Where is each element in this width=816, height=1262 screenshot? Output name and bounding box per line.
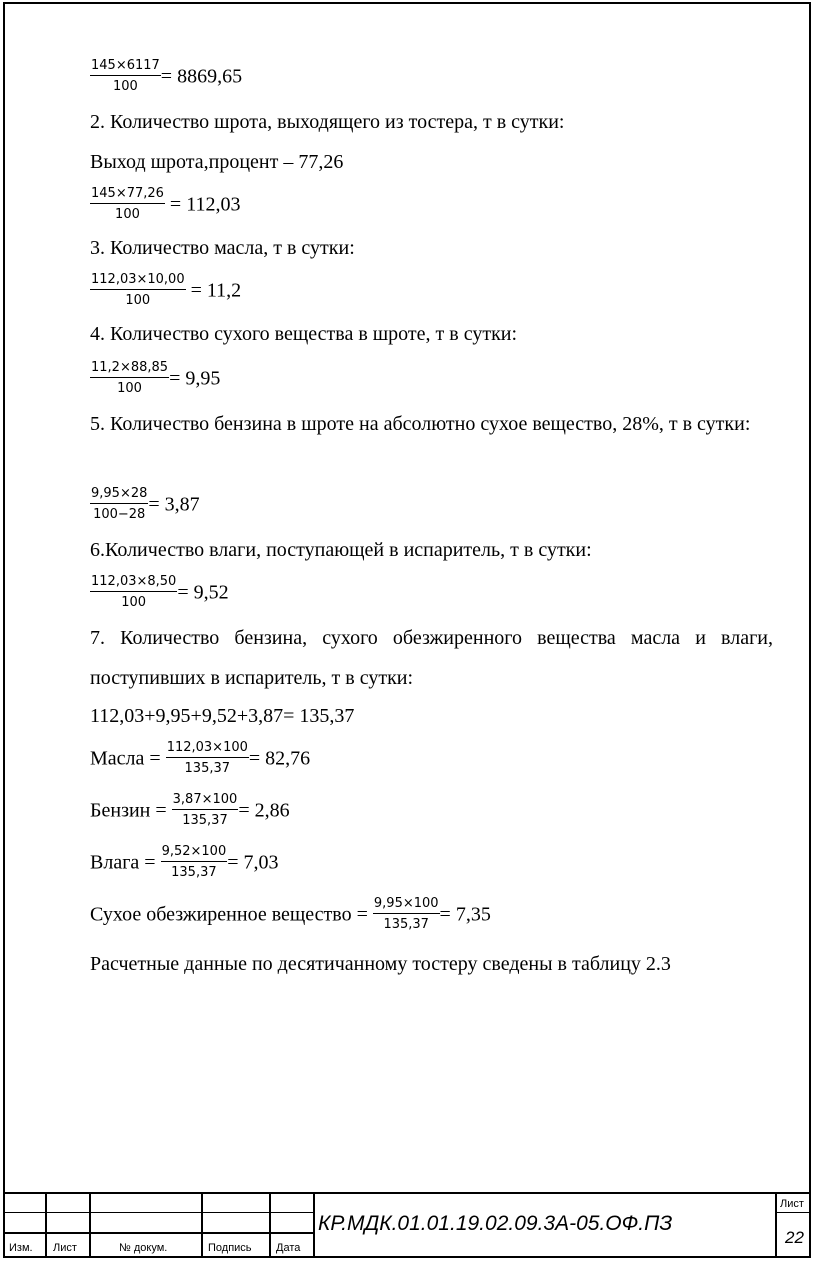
stamp-top-border bbox=[3, 1192, 811, 1194]
petrol-numerator: 3,87×100 bbox=[172, 792, 239, 810]
formula-3-denominator: 100 bbox=[125, 293, 151, 308]
conclusion-text: Расчетные данные по десятичанному тостеру сведены в таблицу 2.3 bbox=[90, 953, 671, 975]
oil-denominator: 135,37 bbox=[184, 761, 231, 776]
dry-matter-result: = 7,35 bbox=[439, 903, 491, 926]
formula-5 bbox=[90, 486, 200, 523]
stamp-col-izm: Изм. bbox=[9, 1242, 33, 1254]
oil-numerator: 112,03×100 bbox=[166, 740, 249, 758]
moisture-result: = 7,03 bbox=[227, 851, 279, 874]
oil-result: = 82,76 bbox=[248, 747, 311, 770]
item-6-heading: 6.Количество влаги, поступающей в испаритель, т в сутки: bbox=[90, 539, 592, 561]
formula-4-result: = 9,95 bbox=[169, 367, 221, 390]
formula-4-denominator: 100 bbox=[117, 381, 142, 396]
dry-matter-denominator: 135,37 bbox=[383, 917, 429, 932]
stamp-col-line-4 bbox=[269, 1192, 271, 1258]
formula-2-result: = 112,03 bbox=[169, 193, 241, 216]
formula-1-numerator: 145×6117 bbox=[90, 58, 161, 76]
formula-2-denominator: 100 bbox=[115, 207, 140, 222]
stamp-col-doc: № докум. bbox=[119, 1242, 168, 1254]
petrol-result: = 2,86 bbox=[238, 799, 290, 822]
stamp-sheet-line bbox=[775, 1212, 811, 1213]
formula-2-numerator: 145×77,26 bbox=[90, 186, 165, 204]
item-5-heading: 5. Количество бензина в шроте на абсолютно сухое вещество, 28%, т в сутки: bbox=[90, 413, 751, 435]
item-2-heading: 2. Количество шрота, выходящего из тостера, т в сутки: bbox=[90, 111, 565, 133]
stamp-col-date: Дата bbox=[276, 1242, 301, 1254]
stamp-col-line-6 bbox=[775, 1192, 777, 1258]
formula-1-denominator: 100 bbox=[112, 79, 138, 94]
stamp-sheet-label: Лист bbox=[780, 1198, 804, 1210]
formula-3-result: = 11,2 bbox=[190, 279, 242, 302]
dry-matter-formula bbox=[90, 896, 491, 933]
moisture-label: Влага = bbox=[90, 851, 161, 874]
formula-1 bbox=[90, 58, 242, 95]
stamp-col-list: Лист bbox=[53, 1242, 77, 1254]
formula-5-numerator: 9,95×28 bbox=[90, 486, 148, 504]
petrol-formula bbox=[90, 792, 290, 829]
formula-1-result: = 8869,65 bbox=[160, 65, 243, 88]
formula-3-numerator: 112,03×10,00 bbox=[90, 272, 186, 290]
oil-label: Масла = bbox=[90, 747, 166, 770]
moisture-numerator: 9,52×100 bbox=[161, 844, 228, 862]
formula-6-denominator: 100 bbox=[121, 595, 147, 610]
stamp-col-line-5 bbox=[313, 1192, 315, 1258]
formula-4-numerator: 11,2×88,85 bbox=[90, 360, 169, 378]
stamp-col-sign: Подпись bbox=[208, 1242, 252, 1254]
formula-5-result: = 3,87 bbox=[148, 493, 200, 516]
formula-6-result: = 9,52 bbox=[177, 581, 229, 604]
formula-3 bbox=[90, 272, 241, 309]
formula-5-denominator: 100−28 bbox=[93, 507, 146, 522]
dry-matter-label: Сухое обезжиренное вещество = bbox=[90, 903, 373, 926]
item-4-heading: 4. Количество сухого вещества в шроте, т в сутки: bbox=[90, 323, 518, 345]
sum-line: 112,03+9,95+9,52+3,87= 135,37 bbox=[90, 705, 355, 727]
oil-formula bbox=[90, 740, 310, 777]
sheet-number: 22 bbox=[785, 1228, 804, 1247]
moisture-denominator: 135,37 bbox=[171, 865, 217, 880]
stamp-col-line-2 bbox=[89, 1192, 91, 1258]
petrol-denominator: 135,37 bbox=[182, 813, 228, 828]
stamp-col-line-3 bbox=[201, 1192, 203, 1258]
stamp-col-line-1 bbox=[45, 1192, 47, 1258]
item-3-heading: 3. Количество масла, т в сутки: bbox=[90, 237, 355, 259]
dry-matter-numerator: 9,95×100 bbox=[373, 896, 440, 914]
formula-2 bbox=[90, 186, 240, 223]
petrol-label: Бензин = bbox=[90, 799, 172, 822]
title-block bbox=[3, 1192, 811, 1258]
item-7-heading: 7. Количество бензина, сухого обезжиренного вещества масла и влаги, поступивших в испаритель, т в сутки: bbox=[90, 627, 773, 689]
moisture-formula bbox=[90, 844, 279, 881]
formula-6-numerator: 112,03×8,50 bbox=[90, 574, 177, 592]
document-code: КР.МДК.01.01.19.02.09.3А-05.ОФ.ПЗ bbox=[318, 1212, 673, 1235]
yield-line: Выход шрота,процент – 77,26 bbox=[90, 151, 344, 173]
formula-4 bbox=[90, 360, 220, 397]
formula-6 bbox=[90, 574, 229, 611]
